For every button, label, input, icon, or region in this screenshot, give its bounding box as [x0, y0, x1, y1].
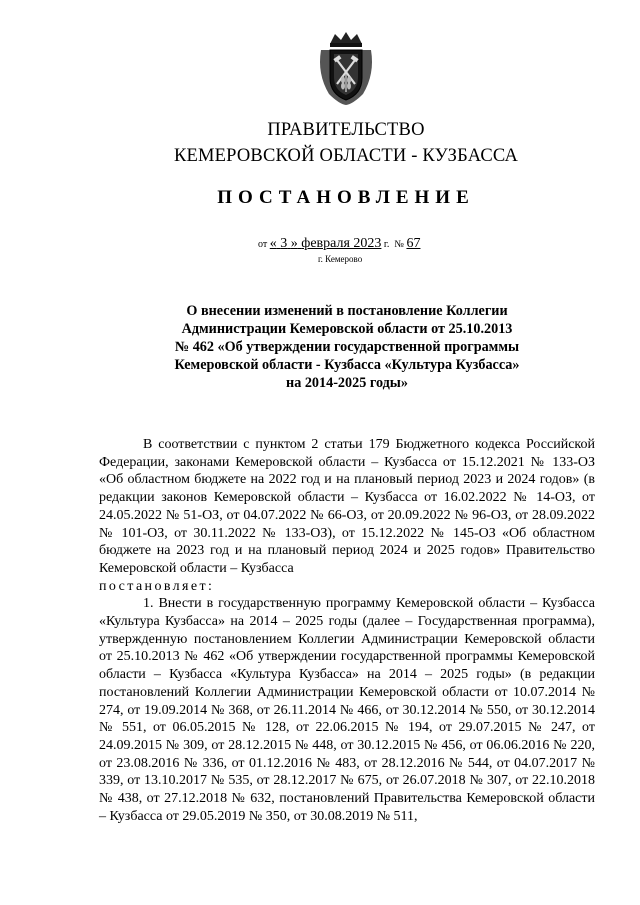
document-city: г. Кемерово — [318, 254, 363, 264]
number-label: № — [394, 239, 404, 250]
heading-line: № 462 «Об утверждении государственной программы — [174, 339, 520, 355]
government-name-line2: КЕМЕРОВСКОЙ ОБЛАСТИ - КУЗБАССА — [173, 146, 519, 166]
body-paragraph-preamble: В соответствии с пунктом 2 статьи 179 Бюджетного кодекса Российской Федерации, законами Кемеровской области – Кузбасса от 15.12.2021 № 133-ОЗ «Об областном бюджете на 2022 год и на плановый период 2023 и 2024 годов» (в редакции законов Кемеровской области – Кузбасса от 16.02.2022 № 14-ОЗ, от 24.05.2022 № 51-ОЗ, от 04.07.2022 № 66-ОЗ, от 20.09.2022 № 96-ОЗ, от 28.09.2022 № 101-ОЗ, от 30.11.2022 № 133-ОЗ), от 15.12.2022 № 145-ОЗ «Об областном бюджете на 2023 год и на плановый период 2024 и 2025 годов» Правительство Кемеровской области – Кузбасса — [99, 437, 595, 576]
heading-line: Администрации Кемеровской области от 25.10.2013 — [181, 321, 513, 337]
heading-line: Кемеровской области - Кузбасса «Культура Кузбасса» — [174, 357, 520, 373]
body-paragraph-item1: 1. Внести в государственную программу Кемеровской области – Кузбасса «Культура Кузбасса» на 2014 – 2025 годы (далее – Государственная программа), утвержденную постановлением Коллегии Администрации Кемеровской области от 25.10.2013 № 462 «Об утверждении государственной программы Кемеровской области – Кузбасса «Культура Кузбасса» на 2014 – 2025 годы» (в редакции постановлений Коллегии Администрации Кемеровской области от 10.07.2014 № 274, от 19.09.2014 № 368, от 26.11.2014 № 466, от 30.12.2014 № 550, от 30.12.2014 № 551, от 06.05.2015 № 128, от 22.06.2015 № 194, от 29.07.2015 № 247, от 24.09.2015 № 309, от 28.12.2015 № 448, от 30.12.2015 № 456, от 06.06.2016 № 220, от 23.08.2016 № 336, от 01.12.2016 № 483, от 28.12.2016 № 544, от 04.07.2017 № 339, от 13.10.2017 № 535, от 28.12.2017 № 675, от 26.07.2018 № 307, от 22.10.2018 № 438, от 27.12.2018 № 632, постановлений Правительства Кемеровской области – Кузбасса от 29.05.2019 № 350, от 30.08.2019 № 511, — [99, 596, 595, 824]
heading-line: О внесении изменений в постановление Коллегии — [186, 303, 508, 319]
document-body — [99, 436, 595, 825]
document-type-title: ПОСТАНОВЛЕНИЕ — [217, 187, 475, 208]
government-name-line1: ПРАВИТЕЛЬСТВО — [267, 120, 425, 140]
document-heading — [100, 302, 594, 392]
body-resolves: постановляет: — [99, 578, 215, 594]
date-from-label: от — [258, 239, 268, 250]
date-day: « 3 » февраля 2023 — [269, 236, 382, 251]
coat-of-arms-icon — [315, 30, 377, 106]
document-number: 67 — [406, 236, 421, 251]
heading-line: на 2014-2025 годы» — [286, 375, 408, 391]
date-year-suffix: г. — [383, 239, 390, 250]
document-date-line — [258, 236, 420, 252]
